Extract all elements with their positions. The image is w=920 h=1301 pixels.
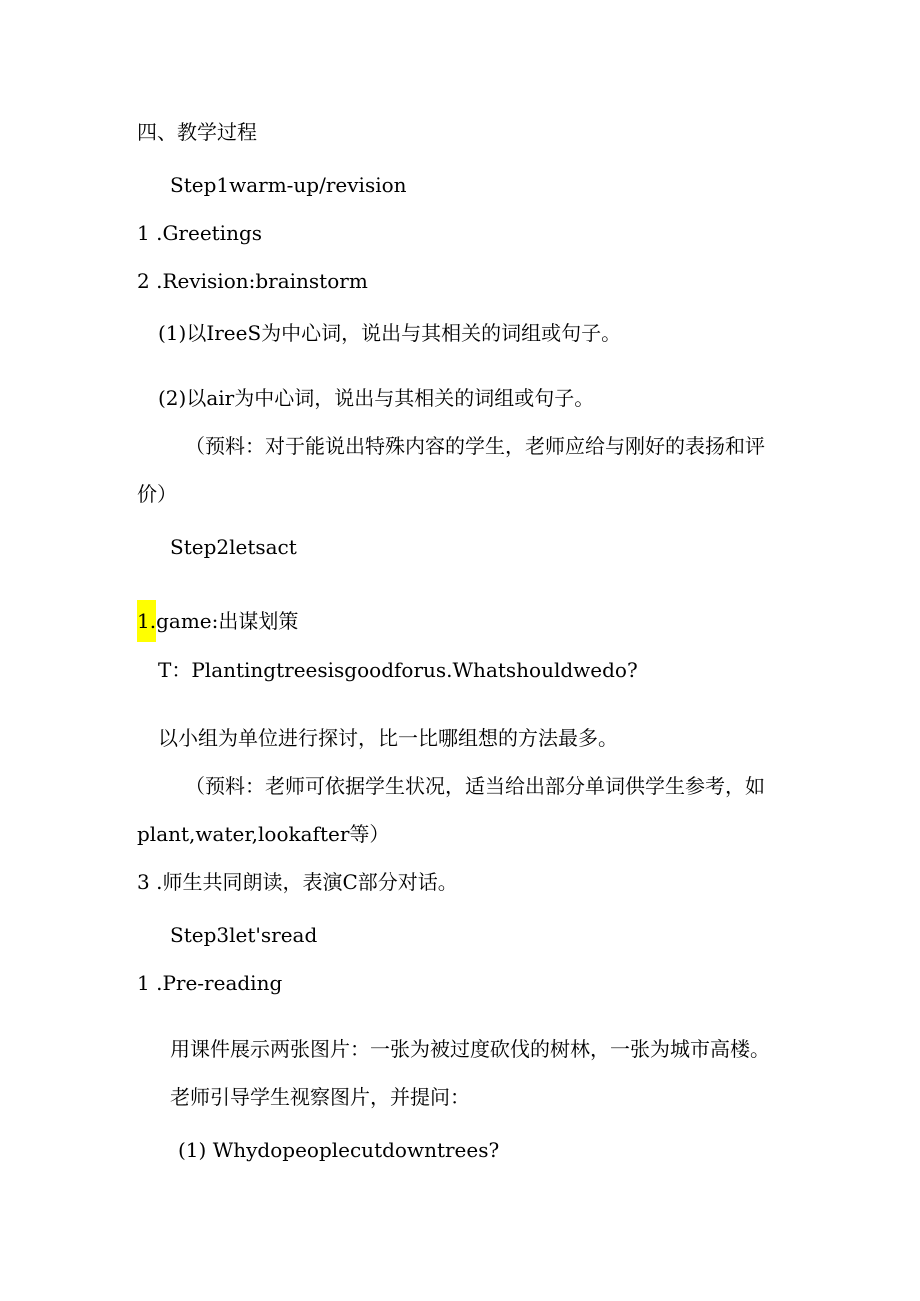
step-heading: Step1warm-up/revision [170, 173, 407, 197]
dialogue-line: T：Plantingtreesisgoodforus.Whatshouldwedo? [158, 658, 638, 682]
sub-item: (2)以air为中心词，说出与其相关的词组或句子。 [158, 386, 595, 410]
list-item: 2 .Revision:brainstorm [137, 269, 368, 293]
paragraph: 以小组为单位进行探讨，比一比哪组想的方法最多。 [158, 726, 618, 750]
step-heading: Step3let'sread [170, 923, 318, 947]
list-item: 1 .Greetings [137, 221, 263, 245]
section-heading: 四、教学过程 [137, 120, 257, 144]
list-item-text: game:出谋划策 [156, 609, 299, 633]
paragraph: 用课件展示两张图片：一张为被过度砍伐的树林，一张为城市高楼。 [170, 1037, 770, 1061]
highlighted-number: 1. [137, 600, 156, 642]
note-paragraph-continued: 价） [137, 482, 177, 506]
question-item: (1) Whydopeoplecutdowntrees? [178, 1138, 500, 1162]
list-item: 3 .师生共同朗读，表演C部分对话。 [137, 870, 458, 894]
paragraph: 老师引导学生视察图片，并提问： [170, 1085, 470, 1109]
step-heading: Step2letsact [170, 535, 297, 559]
list-item: 1 .Pre-reading [137, 971, 283, 995]
list-item [137, 600, 298, 642]
note-paragraph-continued: plant,water,lookafter等） [137, 822, 390, 846]
note-paragraph: （预料：对于能说出特殊内容的学生，老师应给与刚好的表扬和评 [185, 434, 765, 458]
note-paragraph: （预料：老师可依据学生状况，适当给出部分单词供学生参考，如 [185, 774, 765, 798]
sub-item: (1)以IreeS为中心词，说出与其相关的词组或句子。 [158, 321, 622, 345]
